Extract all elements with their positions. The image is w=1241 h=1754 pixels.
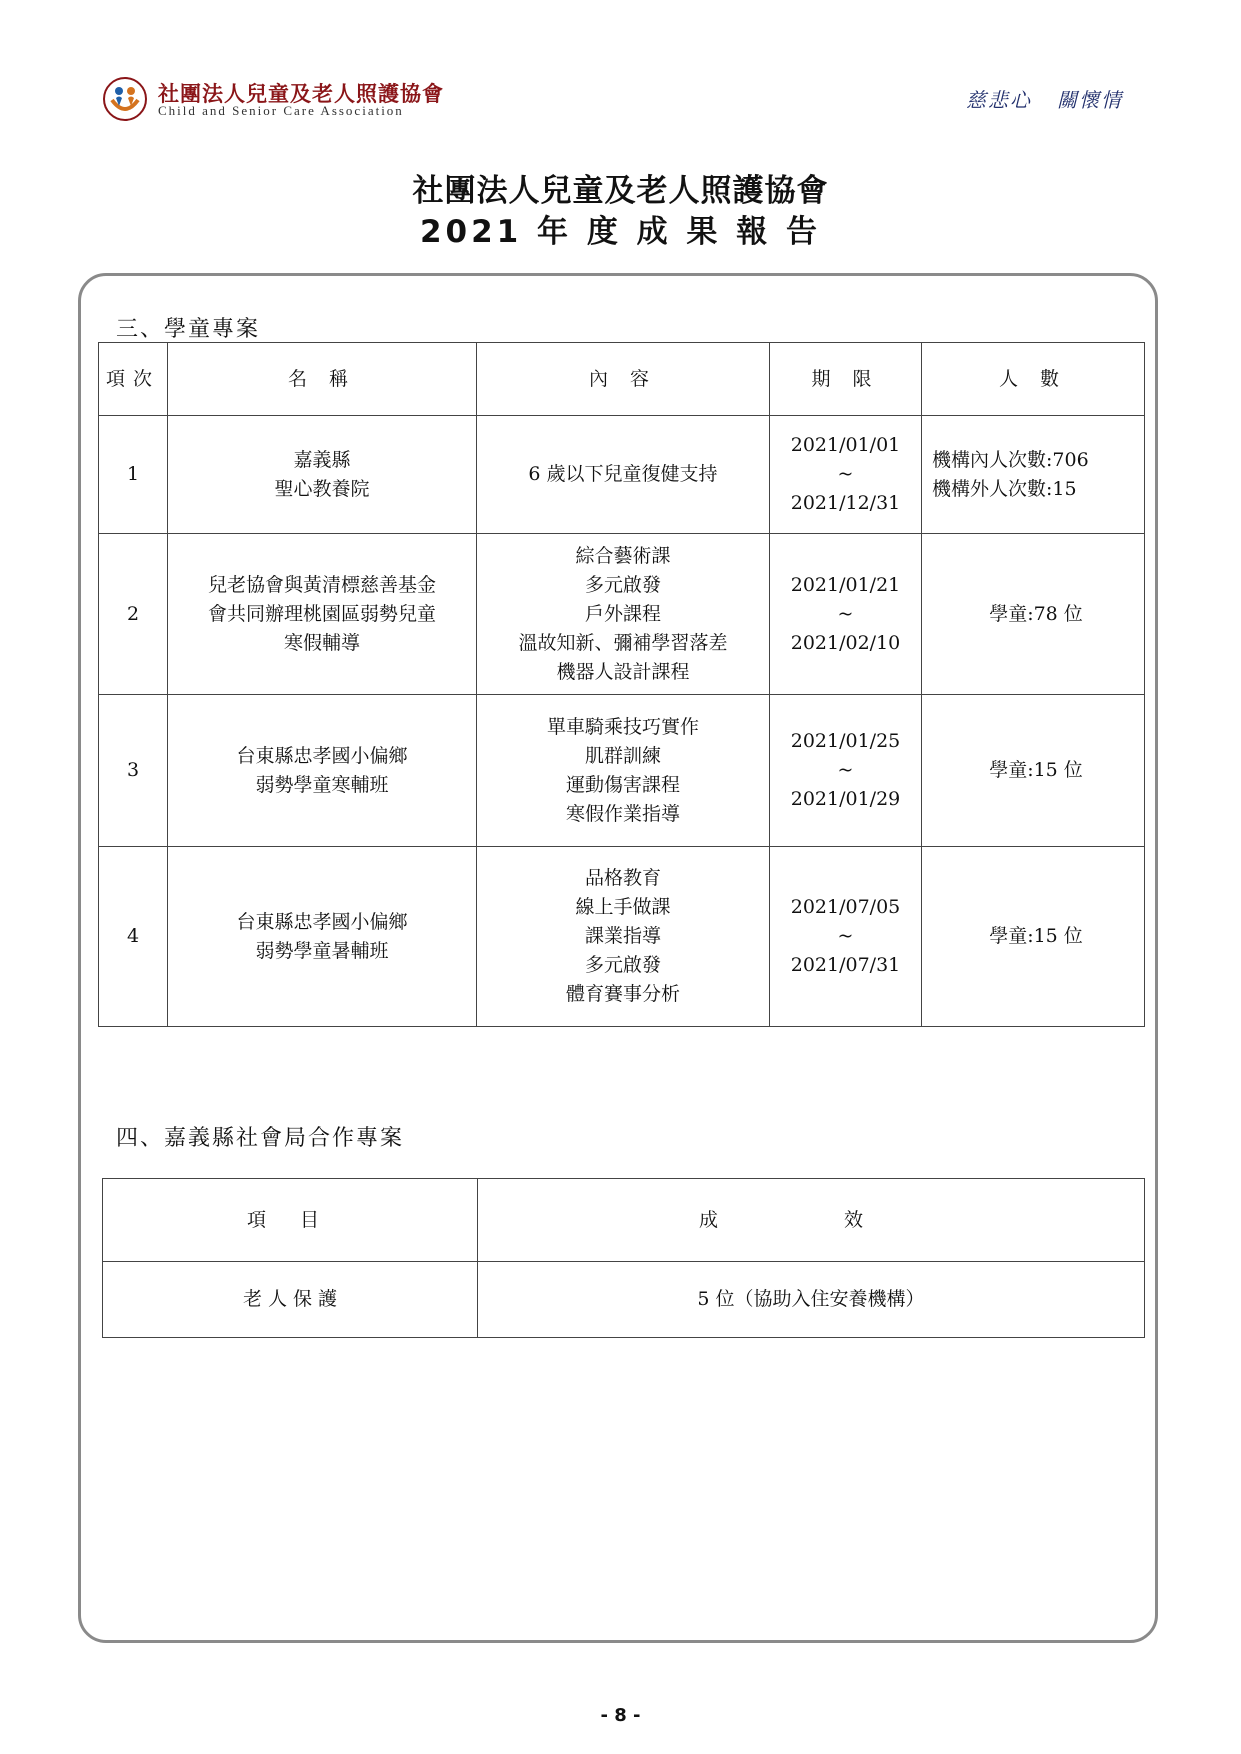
table-header-row: [99, 343, 1145, 416]
project-count-line: 學童:78 位: [989, 602, 1083, 625]
project-count-line: 學童:15 位: [989, 925, 1083, 947]
org-name-zh: 社團法人兒童及老人照護協會: [158, 81, 444, 106]
project-content-line: 綜合藝術課: [575, 544, 671, 567]
table-row: [99, 416, 1145, 534]
project-count: [922, 416, 1145, 534]
project-period-line: 2021/12/31: [790, 492, 901, 514]
project-period-line: 2021/01/25: [790, 730, 901, 752]
project-period-line: 2021/02/10: [790, 631, 901, 654]
project-content: [477, 695, 770, 847]
social-bureau-table: [102, 1178, 1145, 1338]
project-period-line: 2021/07/05: [790, 896, 901, 918]
project-period-line: ~: [837, 925, 854, 947]
table-row: [99, 847, 1145, 1027]
column-header-period: 期 限: [770, 343, 922, 416]
project-content-line: 單車騎乘技巧實作: [546, 715, 699, 738]
project-name-line: 台東縣忠孝國小偏鄉: [236, 744, 408, 767]
project-content-line: 戶外課程: [584, 602, 661, 625]
document-title: 社團法人兒童及老人照護協會: [412, 173, 829, 209]
project-content-line: 多元啟發: [584, 573, 661, 596]
row-index: 3: [99, 695, 168, 847]
row-index: 2: [99, 534, 168, 695]
project-period: [770, 416, 922, 534]
project-count-line: 機構內人次數:706: [932, 448, 1089, 471]
row-index: 4: [99, 847, 168, 1027]
project-name-line: 嘉義縣: [293, 448, 351, 471]
org-logo: [102, 76, 462, 122]
project-content: [477, 416, 770, 534]
project-name-line: 會共同辦理桃園區弱勢兒童: [207, 602, 436, 625]
project-name: [168, 534, 477, 695]
project-name-line: 聖心教養院: [274, 477, 370, 500]
project-count: [922, 534, 1145, 695]
project-content: [477, 534, 770, 695]
row-index: 1: [99, 416, 168, 534]
org-name-en: Child and Senior Care Association: [158, 103, 404, 118]
project-content-line: 運動傷害課程: [565, 773, 680, 796]
item-cell: 老 人 保 護: [103, 1262, 478, 1338]
project-content-line: 線上手做課: [575, 896, 671, 918]
heart-hands-logo-icon: [102, 76, 148, 122]
project-content-line: 肌群訓練: [584, 744, 661, 767]
project-period: [770, 695, 922, 847]
project-period: [770, 534, 922, 695]
project-period-line: ~: [837, 463, 854, 485]
column-header-item: 項 目: [103, 1179, 478, 1262]
section-heading-social-bureau-projects: 四、嘉義縣社會局合作專案: [116, 1126, 405, 1151]
project-count: [922, 695, 1145, 847]
project-content-line: 課業指導: [584, 925, 661, 947]
result-cell: 5 位（協助入住安養機構）: [478, 1262, 1145, 1338]
student-projects-table: [98, 342, 1145, 1027]
project-name-line: 台東縣忠孝國小偏鄉: [236, 910, 408, 933]
column-header-count: 人 數: [922, 343, 1145, 416]
page-number: - 8 -: [600, 1705, 641, 1726]
section-heading-student-projects: 三、學童專案: [116, 317, 261, 342]
project-name-line: 寒假輔導: [283, 631, 360, 654]
project-name-line: 弱勢學童寒輔班: [255, 773, 389, 796]
column-header-result: 成 效: [478, 1179, 1145, 1262]
project-period-line: 2021/01/21: [790, 573, 901, 596]
project-content-line: 6 歲以下兒童復健支持: [528, 463, 718, 485]
project-content-line: 多元啟發: [584, 954, 661, 976]
project-content-line: 溫故知新、彌補學習落差: [518, 631, 728, 654]
table-row: [99, 534, 1145, 695]
project-count-line: 學童:15 位: [989, 759, 1083, 781]
project-period: [770, 847, 922, 1027]
column-header-content: 內 容: [477, 343, 770, 416]
project-content-line: 機器人設計課程: [556, 660, 690, 683]
project-content-line: 寒假作業指導: [565, 802, 680, 825]
project-period-line: ~: [837, 759, 854, 781]
project-name-line: 弱勢學童暑輔班: [255, 939, 389, 962]
document-subtitle: 2021 年 度 成 果 報 告: [419, 214, 822, 250]
project-name-line: 兒老協會與黃清標慈善基金: [207, 573, 436, 596]
column-header-name: 名 稱: [168, 343, 477, 416]
project-count-line: 機構外人次數:15: [932, 477, 1077, 500]
project-period-line: 2021/01/29: [790, 788, 901, 810]
project-content-line: 體育賽事分析: [565, 983, 680, 1005]
project-name: [168, 416, 477, 534]
project-period-line: 2021/07/31: [790, 954, 901, 976]
project-content: [477, 847, 770, 1027]
project-count: [922, 847, 1145, 1027]
project-name: [168, 847, 477, 1027]
table-header-row: [103, 1179, 1145, 1262]
project-content-line: 品格教育: [584, 867, 661, 889]
slogan: 慈悲心 關懷情: [965, 88, 1123, 112]
table-row: [103, 1262, 1145, 1338]
project-name: [168, 695, 477, 847]
column-header-index: 項次: [99, 343, 168, 416]
project-period-line: 2021/01/01: [790, 434, 901, 456]
table-row: [99, 695, 1145, 847]
project-period-line: ~: [837, 602, 854, 625]
